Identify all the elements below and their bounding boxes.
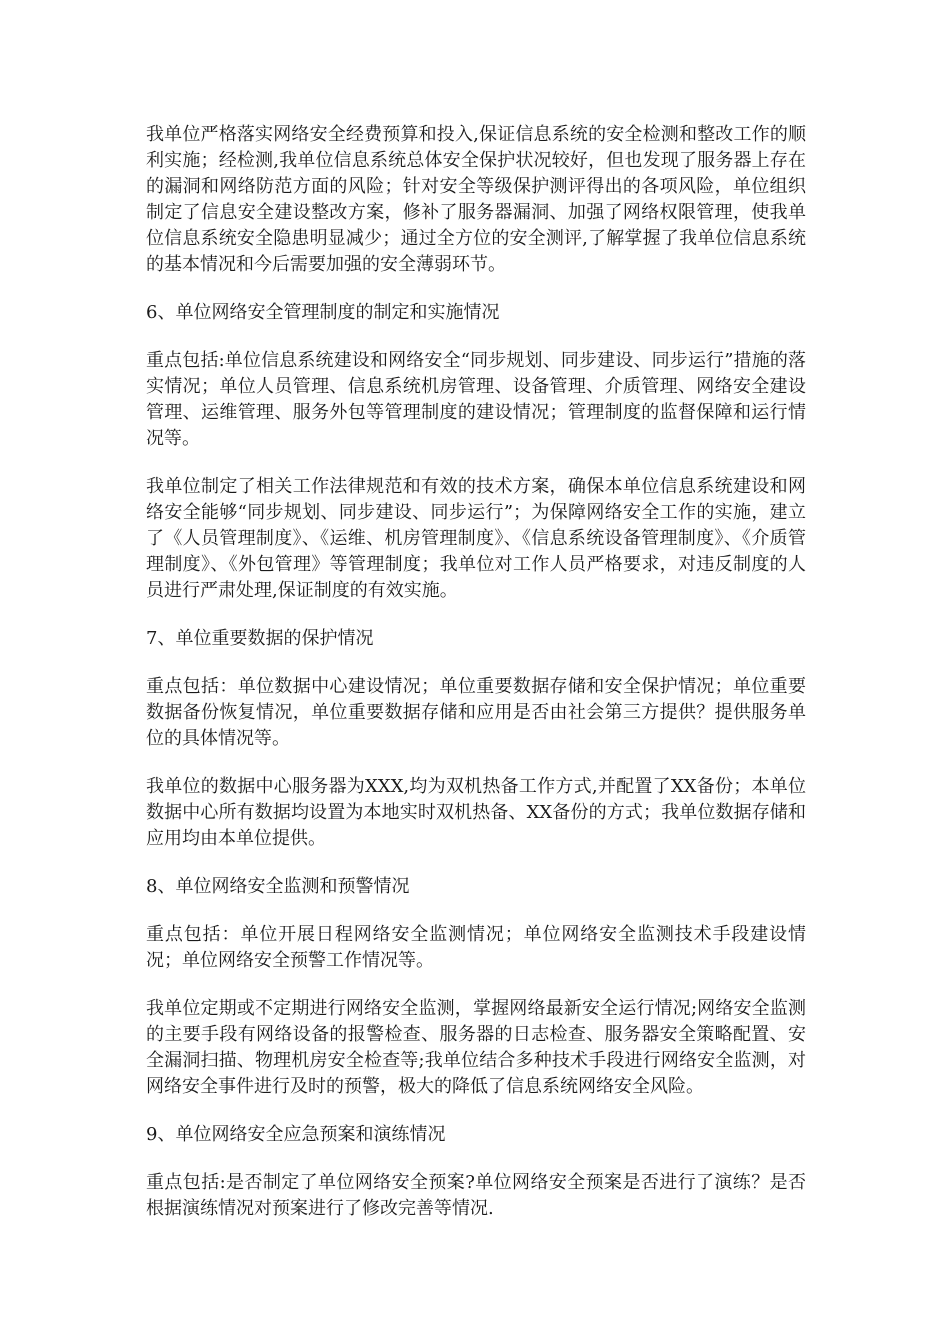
paragraph-section-6-answer: 我单位制定了相关工作法律规范和有效的技术方案，确保本单位信息系统建设和网络安全能够“同步规划、同步建设、同步运行”；为保障网络安全工作的实施，建立了《人员管理制度》、《运维、机房管理制度》、《信息系统设备管理制度》、《介质管理制度》、《外包管理》等管理制度；我单位对工作人员严格要求，对违反制度的人员进行严肃处理,保证制度的有效实施。 [146,476,806,601]
heading-section-9: 9、单位网络安全应急预案和演练情况 [146,1124,446,1145]
paragraph-security-budget: 我单位严格落实网络安全经费预算和投入,保证信息系统的安全检测和整改工作的顺利实施；经检测,我单位信息系统总体安全保护状况较好，但也发现了服务器上存在的漏洞和网络防范方面的风险；针对安全等级保护测评得出的各项风险，单位组织制定了信息安全建设整改方案，修补了服务器漏洞、加强了网络权限管理，使我单位信息系统安全隐患明显减少；通过全方位的安全测评,了解掌握了我单位信息系统的基本情况和今后需要加强的安全薄弱环节。 [146,124,806,275]
paragraph-section-7-answer: 我单位的数据中心服务器为XXX,均为双机热备工作方式,并配置了XX备份；本单位数据中心所有数据均设置为本地实时双机热备、XX备份的方式；我单位数据存储和应用均由本单位提供。 [146,776,806,849]
paragraph-section-8-focus: 重点包括：单位开展日程网络安全监测情况；单位网络安全监测技术手段建设情况；单位网络安全预警工作情况等。 [146,924,806,971]
paragraph-section-6-focus: 重点包括:单位信息系统建设和网络安全“同步规划、同步建设、同步运行”措施的落实情况；单位人员管理、信息系统机房管理、设备管理、介质管理、网络安全建设管理、运维管理、服务外包等管理制度的建设情况；管理制度的监督保障和运行情况等。 [146,350,806,449]
document-page [146,122,806,1244]
heading-section-8: 8、单位网络安全监测和预警情况 [146,876,410,897]
heading-section-6: 6、单位网络安全管理制度的制定和实施情况 [146,302,500,323]
paragraph-section-7-focus: 重点包括：单位数据中心建设情况；单位重要数据存储和安全保护情况；单位重要数据备份恢复情况，单位重要数据存储和应用是否由社会第三方提供？提供服务单位的具体情况等。 [146,676,806,749]
heading-section-7: 7、单位重要数据的保护情况 [146,628,374,649]
paragraph-section-8-answer: 我单位定期或不定期进行网络安全监测，掌握网络最新安全运行情况;网络安全监测的主要手段有网络设备的报警检查、服务器的日志检查、服务器安全策略配置、安全漏洞扫描、物理机房安全检查等;我单位结合多种技术手段进行网络安全监测，对网络安全事件进行及时的预警，极大的降低了信息系统网络安全风险。 [146,998,806,1097]
paragraph-section-9-focus: 重点包括:是否制定了单位网络安全预案?单位网络安全预案是否进行了演练？是否根据演练情况对预案进行了修改完善等情况. [146,1172,806,1219]
